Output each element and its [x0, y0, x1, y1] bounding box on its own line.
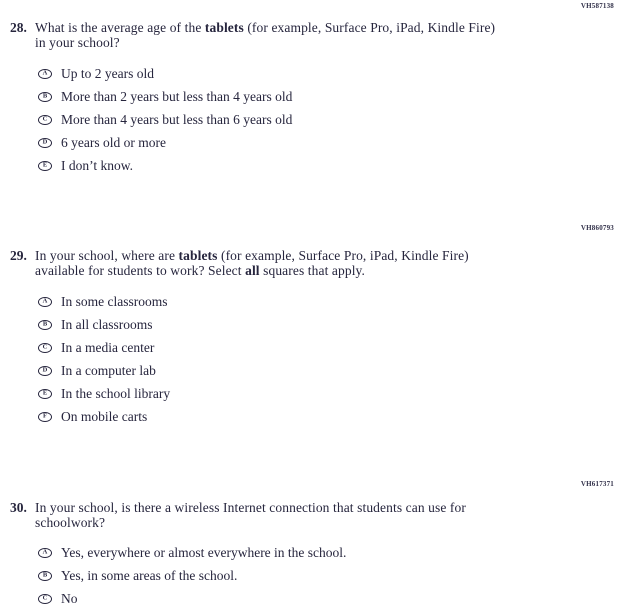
answer-option[interactable] [38, 313, 623, 336]
options-list [0, 541, 623, 610]
option-bubble-icon[interactable] [38, 69, 52, 79]
text-segment-bold: tablets [204, 20, 244, 35]
question-text-line [35, 501, 466, 516]
text-segment: (for example, Surface Pro, iPad, Kindle Fire) [217, 248, 469, 263]
option-letter: C [42, 594, 48, 601]
text-segment-bold: all [245, 262, 260, 278]
answer-option[interactable] [38, 108, 623, 131]
options-list [0, 290, 623, 428]
answer-option[interactable] [38, 564, 623, 587]
option-label: On mobile carts [61, 408, 148, 424]
text-segment: What is the average age of the [35, 20, 205, 35]
option-label: Yes, everywhere or almost everywhere in the school. [61, 544, 347, 560]
text-segment: In your school, is there a wireless Internet connection that students can use for [35, 500, 466, 515]
text-segment: in your school? [35, 34, 120, 50]
option-label: In a media center [61, 339, 155, 355]
question-text-line [35, 264, 469, 279]
option-bubble-icon[interactable] [38, 571, 52, 581]
question-text [35, 249, 469, 278]
option-bubble-icon[interactable] [38, 297, 52, 307]
answer-option[interactable] [38, 382, 623, 405]
option-letter: B [42, 320, 48, 327]
question-number: 28. [10, 20, 27, 35]
options-list [0, 62, 623, 177]
answer-option[interactable] [38, 405, 623, 428]
option-label: Yes, in some areas of the school. [61, 567, 238, 583]
question-text [35, 21, 495, 50]
option-letter: A [42, 69, 48, 76]
option-bubble-icon[interactable] [38, 138, 52, 148]
option-letter: E [42, 389, 48, 396]
option-bubble-icon[interactable] [38, 161, 52, 171]
option-letter: B [42, 92, 48, 99]
option-bubble-icon[interactable] [38, 320, 52, 330]
question-text-line [35, 36, 495, 51]
option-letter: A [42, 297, 48, 304]
option-bubble-icon[interactable] [38, 594, 52, 604]
option-label: No [61, 590, 78, 606]
option-bubble-icon[interactable] [38, 115, 52, 125]
option-label: 6 years old or more [61, 134, 166, 150]
option-letter: C [42, 343, 48, 350]
option-label: In some classrooms [61, 293, 168, 309]
answer-option[interactable] [38, 587, 623, 610]
option-letter: D [42, 138, 48, 145]
answer-option[interactable] [38, 359, 623, 382]
option-letter: B [42, 571, 48, 578]
option-bubble-icon[interactable] [38, 548, 52, 558]
answer-option[interactable] [38, 290, 623, 313]
text-segment: available for students to work? Select [35, 262, 246, 278]
text-segment: In your school, where are [35, 248, 179, 263]
item-code: VH860793 [580, 224, 614, 232]
text-segment: squares that apply. [259, 262, 366, 278]
question-30-block [0, 428, 623, 610]
option-bubble-icon[interactable] [38, 92, 52, 102]
question-29-block [0, 177, 623, 428]
option-label: In a computer lab [61, 362, 156, 378]
option-letter: E [42, 161, 48, 168]
question-number: 30. [10, 500, 27, 515]
option-label: In all classrooms [61, 316, 153, 332]
question-text-line [35, 249, 469, 264]
option-letter: A [42, 548, 48, 555]
answer-option[interactable] [38, 336, 623, 359]
item-code: VH587138 [580, 2, 614, 10]
option-letter: D [42, 366, 48, 373]
text-segment: (for example, Surface Pro, iPad, Kindle Fire) [243, 20, 496, 35]
item-code: VH617371 [580, 480, 614, 488]
question-number: 29. [10, 248, 27, 263]
question-text [35, 501, 466, 530]
option-bubble-icon[interactable] [38, 389, 52, 399]
question-text-line [35, 516, 466, 531]
option-letter: F [43, 412, 47, 419]
option-label: More than 2 years but less than 4 years old [61, 88, 293, 104]
text-segment: schoolwork? [35, 514, 106, 530]
option-label: In the school library [61, 385, 171, 401]
answer-option[interactable] [38, 85, 623, 108]
answer-option[interactable] [38, 154, 623, 177]
option-label: I don’t know. [61, 157, 133, 173]
answer-option[interactable] [38, 541, 623, 564]
option-bubble-icon[interactable] [38, 366, 52, 376]
option-label: More than 4 years but less than 6 years old [61, 111, 293, 127]
question-28-block [0, 0, 623, 177]
answer-option[interactable] [38, 131, 623, 154]
option-label: Up to 2 years old [61, 65, 154, 81]
text-segment-bold: tablets [178, 248, 218, 263]
option-bubble-icon[interactable] [38, 343, 52, 353]
answer-option[interactable] [38, 62, 623, 85]
option-bubble-icon[interactable] [38, 412, 52, 422]
option-letter: C [42, 115, 48, 122]
question-text-line [35, 21, 495, 36]
